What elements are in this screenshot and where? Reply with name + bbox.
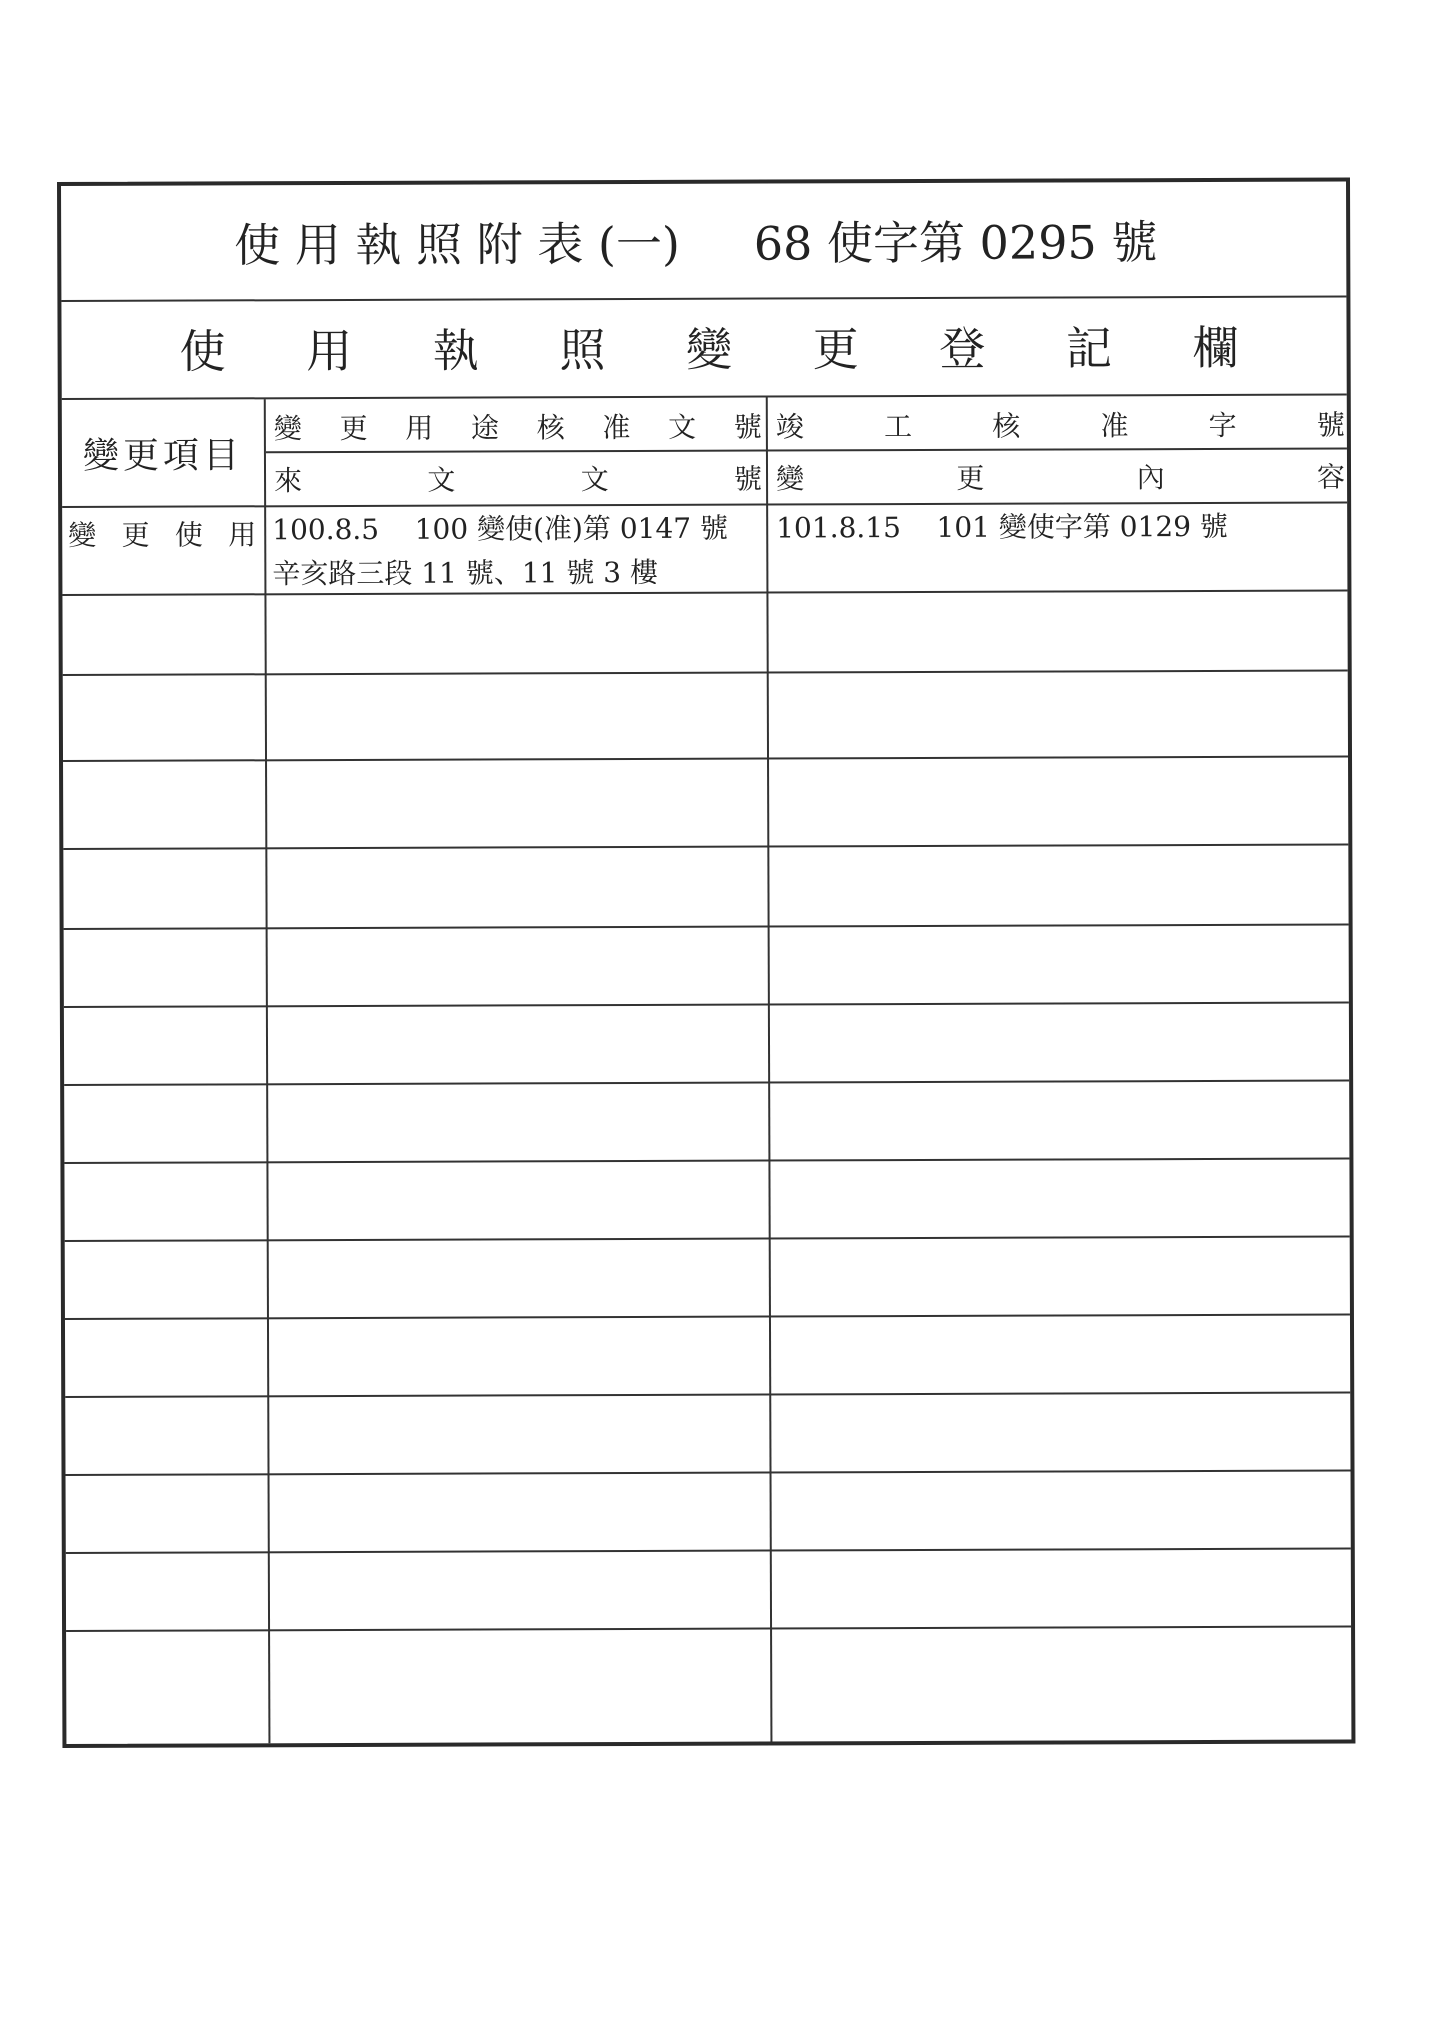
- header-char: 號: [1316, 408, 1345, 442]
- header-char: 准: [602, 411, 631, 445]
- header-char: 更: [339, 411, 368, 446]
- subtitle-char: 欄: [1192, 320, 1239, 376]
- row-divider: [63, 755, 1348, 761]
- subtitle-char: 變: [685, 322, 733, 377]
- subtitle-char: 記: [1065, 321, 1113, 376]
- row-divider: [65, 1313, 1350, 1319]
- row-divider: [66, 1625, 1351, 1631]
- permit-number: 68 使字第 0295 號: [753, 215, 1158, 271]
- header-char: 來: [273, 464, 303, 498]
- row-item-char: 使: [174, 518, 203, 552]
- header-char: 工: [883, 410, 913, 444]
- header-char: 准: [1100, 409, 1129, 443]
- header-completion-no: [770, 397, 1347, 451]
- form-title: 使 用 執 照 附 表 (一): [234, 216, 680, 273]
- row-change-item: [68, 511, 262, 556]
- header-change-content: [770, 449, 1347, 503]
- header-char: 容: [1316, 460, 1346, 494]
- row-divider: [64, 1079, 1349, 1085]
- header-char: 竣: [775, 410, 804, 444]
- row-item-char: 更: [121, 518, 150, 552]
- form-subtitle: [61, 296, 1346, 396]
- row-divider: [66, 1547, 1351, 1553]
- column-divider: [264, 399, 271, 1743]
- column-divider: [766, 398, 773, 1742]
- subtitle-char: 登: [939, 321, 986, 376]
- header-approval-doc-no: [268, 400, 766, 454]
- header-change-item: 變更項目: [82, 435, 244, 477]
- header-char: 文: [668, 410, 697, 444]
- row-divider: [65, 1235, 1350, 1241]
- header-char: 核: [992, 409, 1021, 443]
- header-char: 文: [427, 463, 456, 497]
- header-char: 用: [405, 411, 434, 445]
- subtitle-char: 使: [179, 324, 226, 379]
- header-incoming-doc-no: [268, 452, 766, 506]
- header-char: 變: [273, 412, 302, 446]
- header-char: 字: [1208, 408, 1237, 442]
- row-divider: [63, 843, 1348, 849]
- subtitle-char: 更: [812, 322, 859, 377]
- row-divider: [65, 1391, 1350, 1397]
- row-divider: [64, 1001, 1349, 1007]
- row-divider: [66, 1469, 1351, 1475]
- header-char: 核: [536, 411, 565, 445]
- row-divider: [63, 669, 1348, 675]
- permit-attachment-form: [57, 177, 1355, 1748]
- row-completion-doc: 101.8.15 101 變使字第 0129 號: [776, 509, 1228, 545]
- header-char: 文: [580, 463, 609, 497]
- row-item-char: 變: [68, 518, 97, 552]
- header-char: 變: [775, 462, 805, 496]
- row-item-char: 用: [228, 518, 257, 552]
- row-change-content: 辛亥路三段 11 號、11 號 3 樓: [272, 555, 659, 591]
- subtitle-char: 用: [306, 323, 353, 379]
- header-char: 號: [733, 462, 763, 496]
- subtitle-char: 照: [559, 323, 606, 378]
- header-char: 更: [956, 461, 985, 495]
- form-title-row: [61, 182, 1346, 300]
- subtitle-char: 執: [432, 323, 479, 378]
- row-divider: [64, 923, 1349, 929]
- header-char: 內: [1136, 461, 1165, 495]
- row-approval-doc: 100.8.5 100 變使(准)第 0147 號: [272, 511, 729, 547]
- header-char: 號: [733, 410, 762, 444]
- header-char: 途: [470, 411, 500, 445]
- row-divider: [64, 1157, 1349, 1163]
